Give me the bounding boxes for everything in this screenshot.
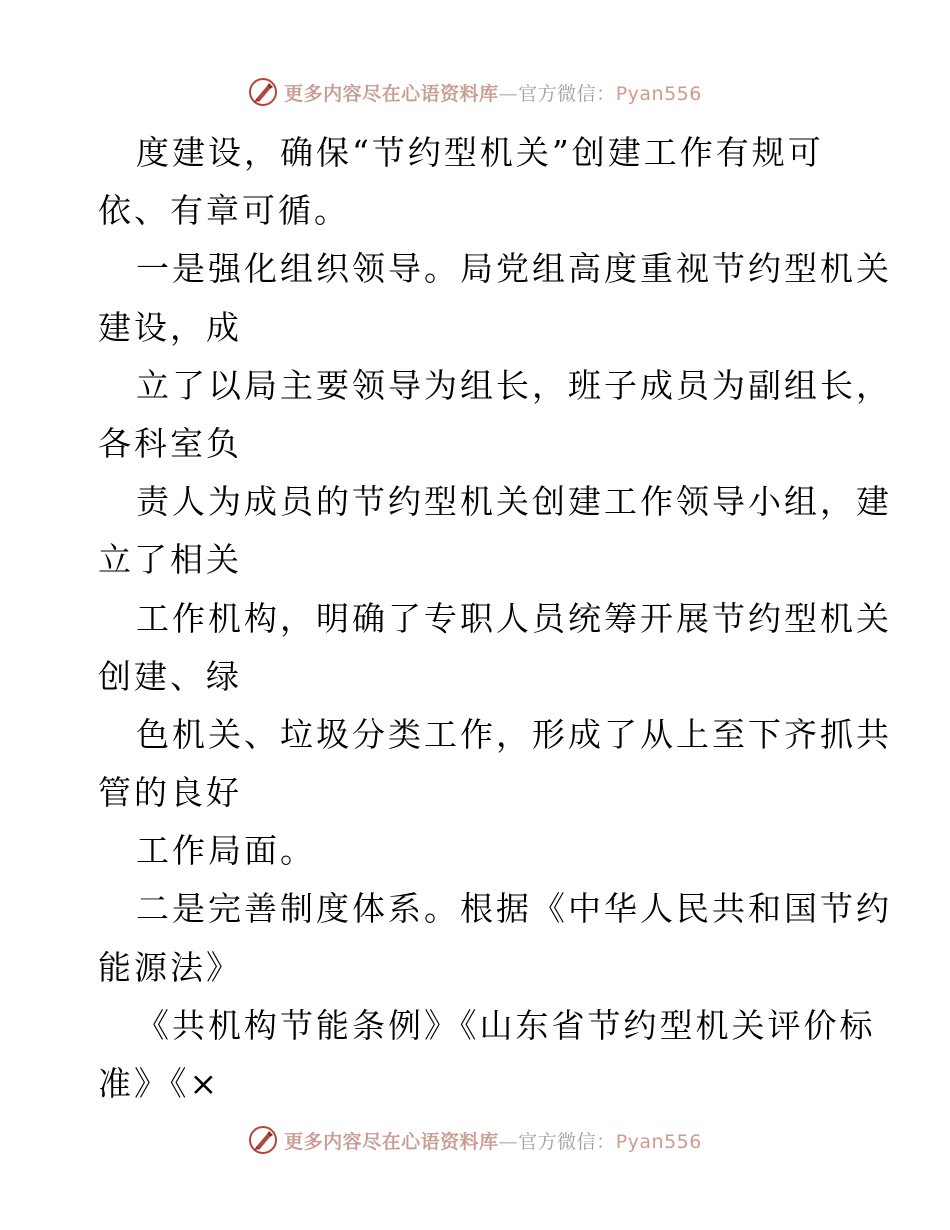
text-line: 工作机构，明确了专职人员统筹开展节约型机关 (136, 598, 892, 638)
text-line: 管的良好 (98, 773, 242, 813)
footer-watermark (0, 1120, 950, 1160)
watermark-id: Pyan556 (615, 82, 702, 105)
text-line: 各科室负 (98, 423, 242, 463)
watermark-separator: — (498, 1130, 519, 1153)
watermark-label: 官方微信： (518, 1130, 616, 1153)
document-body (98, 124, 892, 1113)
watermark-separator: — (498, 82, 519, 105)
text-line: 工作局面。 (136, 831, 316, 871)
watermark-id: Pyan556 (615, 1130, 702, 1153)
text-line: 建设，成 (98, 307, 242, 347)
text-line: 责人为成员的节约型机关创建工作领导小组，建 (136, 482, 892, 522)
text-line: 能源法》 (98, 947, 242, 987)
text-line: 立了相关 (98, 540, 242, 580)
text-line: 《共机构节能条例》《山东省节约型机关评价标 (136, 1005, 876, 1045)
text-line: 色机关、垃圾分类工作，形成了从上至下齐抓共 (136, 714, 892, 754)
text-line: 立了以局主要领导为组长，班子成员为副组长， (136, 365, 892, 405)
watermark-text (284, 1127, 702, 1154)
text-line: 二是完善制度体系。根据《中华人民共和国节约 (136, 889, 892, 929)
watermark-text (284, 79, 702, 106)
text-line: 创建、绿 (98, 656, 242, 696)
text-line: 依、有章可循。 (98, 191, 350, 231)
header-watermark (0, 72, 950, 112)
text-line: 度建设，确保“节约型机关”创建工作有规可 (136, 133, 824, 172)
watermark-brand: 更多内容尽在心语资料库 (284, 82, 499, 105)
pen-logo-icon (248, 77, 278, 107)
watermark-label: 官方微信： (518, 82, 616, 105)
text-line: 准》《× (98, 1064, 221, 1103)
pen-logo-icon (248, 1125, 278, 1155)
text-line: 一是强化组织领导。局党组高度重视节约型机关 (136, 249, 892, 289)
watermark-brand: 更多内容尽在心语资料库 (284, 1130, 499, 1153)
